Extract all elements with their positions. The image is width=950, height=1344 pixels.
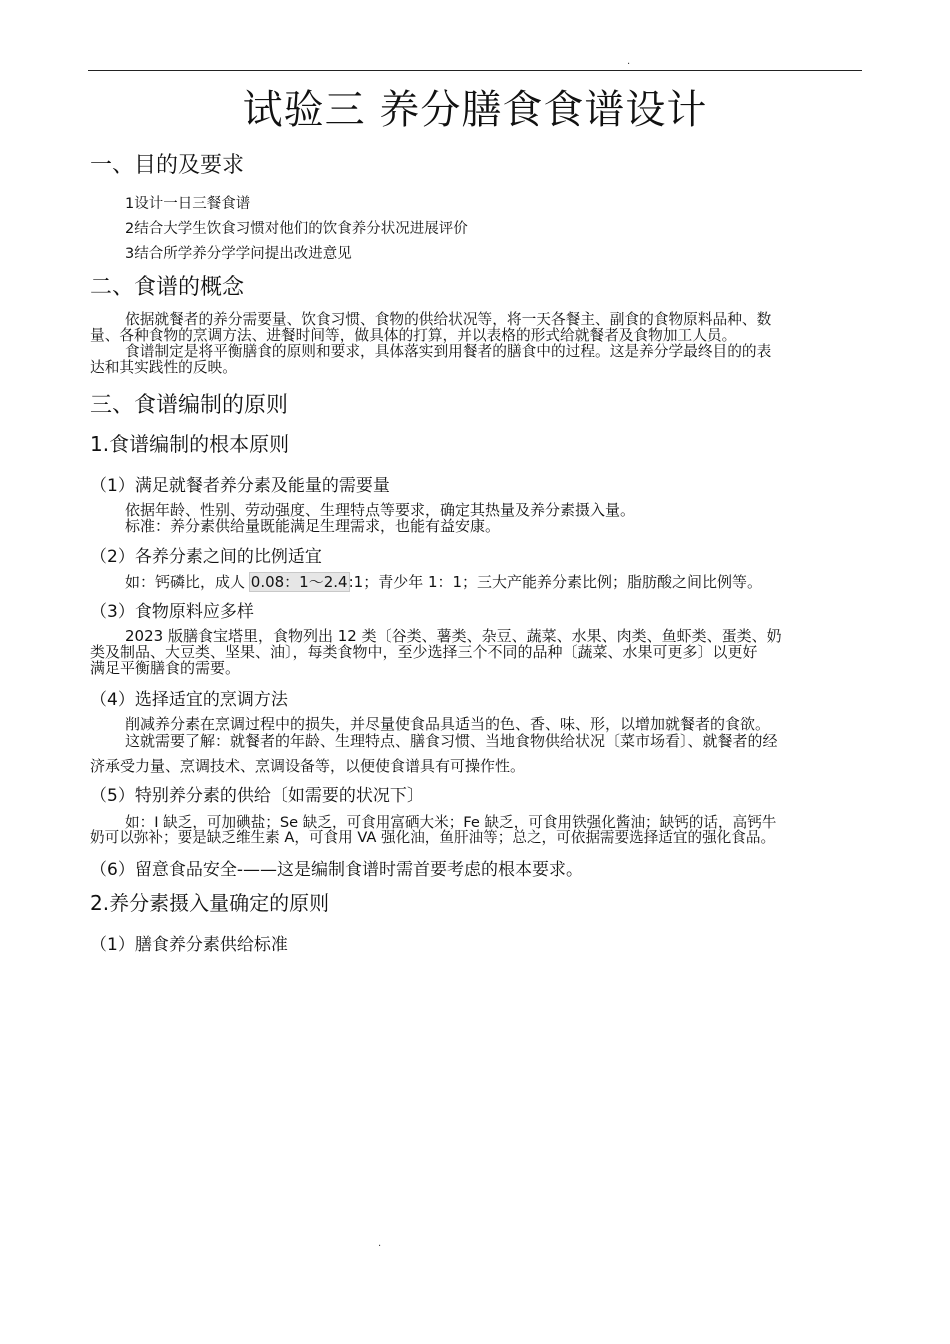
rule-6-heading: （6）留意食品安全-——这是编制食谱时需首要考虑的根本要求。 [90,860,583,880]
paragraph-line: 类及制品、大豆类、坚果、油〕，每类食物中，至少选择三个不同的品种〔蔬菜、水果可更多〕以更好 [90,643,758,661]
header-rule [88,70,862,71]
paragraph-line: 量、各种食物的烹调方法、进餐时间等，做具体的打算，并以表格的形式给就餐者及食物加工人员。 [90,327,737,344]
paragraph-line: 食谱制定是将平衡膳食的原则和要求，具体落实到用餐者的膳食中的过程。这是养分学最终目的的表 [125,343,772,360]
list-item: 2结合大学生饮食习惯对他们的饮食养分状况进展评价 [125,221,468,237]
paragraph-line: 这就需要了解：就餐者的年龄、生理特点、膳食习惯、当地食物供给状况〔菜市场看〕、就餐者的经 [125,732,778,750]
header-mark: . [627,56,631,67]
rule-3-heading: （3）食物原料应多样 [90,602,254,622]
list-item: 1设计一日三餐食谱 [125,196,251,212]
rule-1-heading: （1）满足就餐者养分素及能量的需要量 [90,476,390,496]
paragraph-line: 满足平衡膳食的需要。 [90,659,241,677]
paragraph-line: 奶可以弥补；要是缺乏维生素 A，可食用 VA 强化油，鱼肝油等；总之，可依据需要选择适宜的强化食品。 [90,829,776,846]
subsection-1-heading: 1.食谱编制的根本原则 [90,432,290,456]
paragraph-line: 依据年龄、性别、劳动强度、生理特点等要求，确定其热量及养分素摄入量。 [125,501,636,519]
rule-2-1-heading: （1）膳食养分素供给标准 [90,935,288,955]
paragraph-line: 削减养分素在烹调过程中的损失，并尽量使食品具适当的色、香、味、形，以增加就餐者的食欲。 [125,715,771,733]
list-item: 3结合所学养分学学问提出改进意见 [125,246,352,262]
ratio-line [125,574,762,590]
paragraph-line: 济承受力量、烹调技术、烹调设备等，以便使食谱具有可操作性。 [90,757,526,775]
paragraph-line: 标准：养分素供给量既能满足生理需求，也能有益安康。 [125,517,501,535]
ratio-suffix: :1；青少年 1：1；三大产能养分素比例；脂肪酸之间比例等。 [348,573,763,591]
rule-4-heading: （4）选择适宜的烹调方法 [90,690,288,710]
ratio-prefix: 如：钙磷比，成人 [125,573,250,591]
section-3-heading: 三、食谱编制的原则 [90,393,289,418]
paragraph-line: 如：I 缺乏，可加碘盐；Se 缺乏，可食用富硒大米；Fe 缺乏，可食用铁强化酱油；缺钙的话，高钙牛 [125,814,777,831]
paragraph-line: 依据就餐者的养分需要量、饮食习惯、食物的供给状况等，将一天各餐主、副食的食物原料品种、数 [125,311,772,328]
section-2-heading: 二、食谱的概念 [90,275,245,300]
paragraph-line: 达和其实践性的反映。 [90,359,237,376]
page-title: 试验三 养分膳食食谱设计 [242,87,708,133]
ratio-highlight: 0.08：1～2.4 [250,573,348,591]
rule-5-heading: （5）特别养分素的供给〔如需要的状况下〕 [90,786,424,806]
paragraph-line: 2023 版膳食宝塔里，食物列出 12 类〔谷类、薯类、杂豆、蔬菜、水果、肉类、鱼虾类、蛋类、奶 [125,627,782,645]
section-1-heading: 一、目的及要求 [90,153,245,178]
footer-mark: . [378,1238,382,1249]
subsection-2-heading: 2.养分素摄入量确定的原则 [90,891,330,915]
rule-2-heading: （2）各养分素之间的比例适宜 [90,547,322,567]
